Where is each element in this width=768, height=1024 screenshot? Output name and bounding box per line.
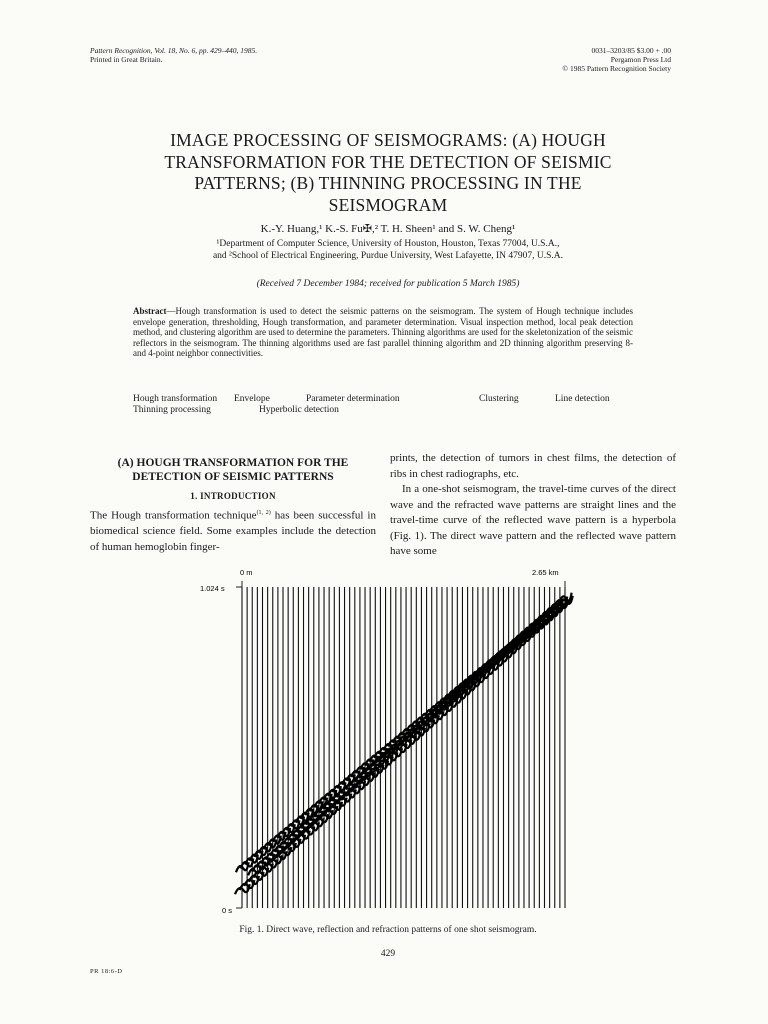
section-heading-line: DETECTION OF SEISMIC PATTERNS bbox=[132, 471, 334, 483]
abstract bbox=[133, 306, 633, 359]
keyword: Hough transformation bbox=[133, 394, 218, 404]
keyword: Hyperbolic detection bbox=[259, 405, 339, 415]
copyright: © 1985 Pattern Recognition Society bbox=[562, 64, 671, 73]
journal-header-left bbox=[90, 46, 257, 64]
keyword: Clustering bbox=[479, 394, 519, 404]
x-axis-end-label: 2.65 km bbox=[532, 568, 559, 577]
paragraph: prints, the detection of tumors in chest films, the detection of ribs in chest radiographs, etc. bbox=[390, 452, 676, 480]
paragraph: In a one-shot seismogram, the travel-time curves of the direct wave and the refracted wave patterns are straight lines and the travel-time curve of the reflected wave pattern is a hyperbola (Fig. 1). The direct wave pattern and the reflected wave pattern have some bbox=[390, 483, 676, 557]
abstract-label: Abstract bbox=[133, 306, 167, 316]
title-line: SEISMOGRAM bbox=[328, 194, 448, 215]
seismic-traces bbox=[242, 587, 565, 908]
section-heading-line: (A) HOUGH TRANSFORMATION FOR THE bbox=[117, 457, 349, 469]
seismogram-figure bbox=[190, 565, 590, 920]
figure-caption: Fig. 1. Direct wave, reflection and refraction patterns of one shot seismogram. bbox=[239, 925, 537, 935]
right-column-text bbox=[390, 451, 676, 560]
abstract-text: —Hough transformation is used to detect the seismic patterns on the seismogram. The system of Hough technique includes envelope generation, thresholding, Hough transformation, and parameter determination. Visual inspection method, local peak detection method, and clustering algorithm are used to determine the parameters. Thinning algorithms are used for the skeletonization of the seismic reflectors in the seismogram. The thinning algorithms used are fast parallel thinning algorithm and 2D thinning algorithm preserving 8- and 4-point neighbor connectivities. bbox=[133, 306, 633, 358]
issn-code: 0031–3203/85 $3.00 + .00 bbox=[591, 46, 671, 55]
keyword: Envelope bbox=[234, 394, 270, 404]
title-line: TRANSFORMATION FOR THE DETECTION OF SEISMIC bbox=[164, 151, 612, 172]
y-axis-bottom-label: 0 s bbox=[222, 906, 233, 915]
y-axis-top-label: 1.024 s bbox=[200, 584, 225, 593]
affiliation-line: and ²School of Electrical Engineering, Purdue University, West Lafayette, IN 47907, U.S.A. bbox=[212, 251, 564, 261]
journal-header-right bbox=[562, 46, 671, 73]
printed-note: Printed in Great Britain. bbox=[90, 55, 163, 64]
journal-citation: Pattern Recognition, Vol. 18, No. 6, pp. 429–440, 1985. bbox=[90, 46, 258, 55]
author-list: K.-Y. Huang,¹ K.-S. Fu✠,² T. H. Sheen¹ and S. W. Cheng¹ bbox=[260, 223, 516, 235]
title-line: PATTERNS; (B) THINNING PROCESSING IN THE bbox=[194, 173, 582, 193]
x-axis-start-label: 0 m bbox=[240, 568, 253, 577]
received-dates: (Received 7 December 1984; received for publication 5 March 1985) bbox=[256, 279, 520, 289]
keyword: Thinning processing bbox=[133, 405, 211, 415]
title-line: IMAGE PROCESSING OF SEISMOGRAMS: (A) HOUGH bbox=[170, 130, 606, 150]
affiliations bbox=[90, 238, 686, 262]
keyword: Parameter determination bbox=[306, 394, 400, 404]
section-heading bbox=[90, 456, 376, 484]
body-text: The Hough transformation technique bbox=[90, 509, 257, 522]
page-number: 429 bbox=[380, 949, 396, 959]
paper-title bbox=[90, 130, 686, 216]
footer-code: PR 18:6-D bbox=[90, 968, 123, 975]
left-column-text bbox=[90, 506, 376, 555]
body-text: has been successful in biomedical science field. Some examples include the detection of human hemoglobin finger- bbox=[90, 509, 376, 553]
citation: (1, 2) bbox=[256, 510, 271, 516]
publisher: Pergamon Press Ltd bbox=[610, 55, 671, 64]
wave-events bbox=[235, 593, 573, 895]
affiliation-line: ¹Department of Computer Science, University of Houston, Houston, Texas 77004, U.S.A., bbox=[216, 239, 560, 249]
keyword: Line detection bbox=[555, 394, 610, 404]
subsection-heading: 1. INTRODUCTION bbox=[190, 491, 276, 501]
